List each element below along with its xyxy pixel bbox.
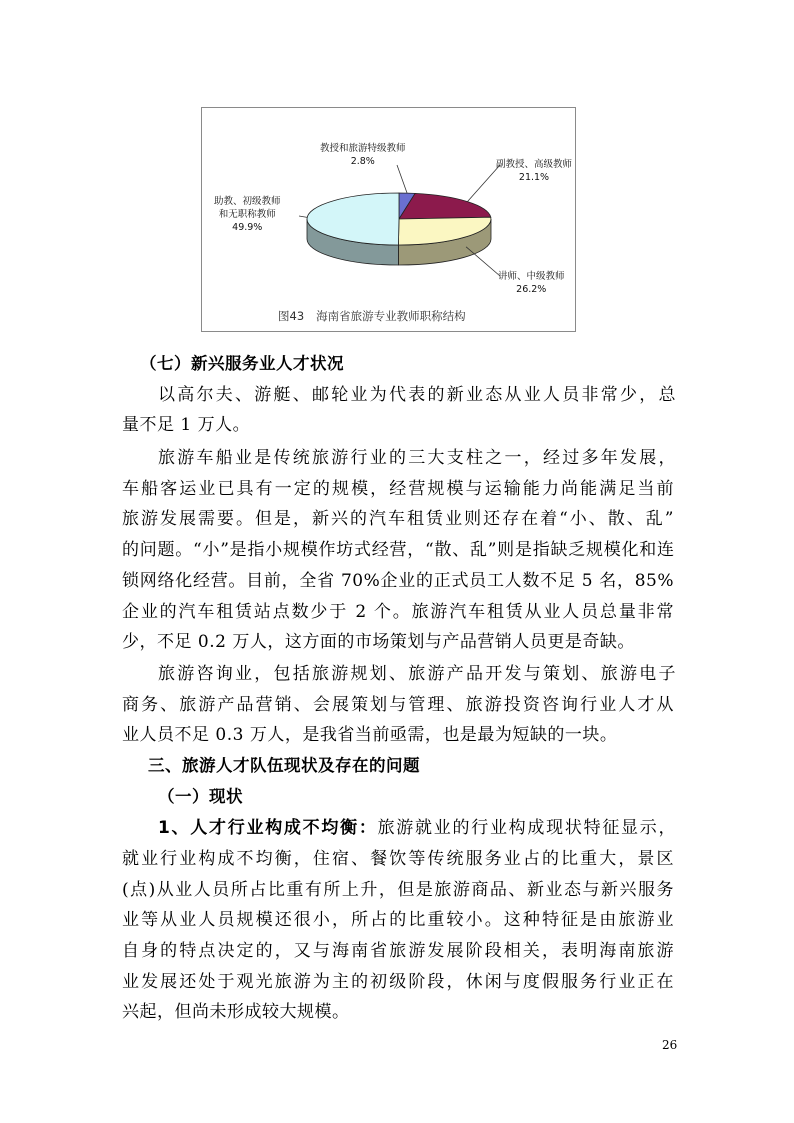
leader-line-3 (299, 216, 307, 217)
pie-slice-1 (399, 193, 491, 219)
leader-line-0 (397, 165, 407, 193)
label-assistant (214, 195, 281, 234)
label-associate-name: 副教授、高级教师 (496, 159, 573, 170)
label-lecturer (498, 270, 565, 296)
text-line: 量不足 1 万人。 (122, 415, 251, 435)
text-line (158, 818, 676, 838)
text-line: 商务、旅游产品营销、会展策划与管理、旅游投资咨询行业人才从 (122, 695, 674, 715)
label-associate-value: 21.1% (518, 172, 550, 183)
text-line: 以高尔夫、游艇、邮轮业为代表的新业态从业人员非常少，总 (158, 385, 676, 405)
text-line: 就业行业构成不均衡，住宿、餐饮等传统服务业占的比重大，景区 (122, 849, 674, 869)
label-assistant-name-1: 助教、初级教师 (214, 196, 281, 207)
leader-line-2 (466, 247, 500, 276)
label-professor-value: 2.8% (350, 156, 375, 167)
text-line: 业等从业人员规模还很小，所占的比重较小。这种特征是由旅游业 (122, 910, 674, 930)
text-line: 业人员不足 0.3 万人，是我省当前亟需，也是最为短缺的一块。 (122, 725, 618, 745)
label-assistant-name-2: 和无职称教师 (218, 209, 276, 220)
inline-bold-heading: 1、人才行业构成不均衡： (158, 818, 378, 838)
label-lecturer-name: 讲师、中级教师 (498, 271, 565, 282)
text-line: 锁网络化经营。目前，全省 70%企业的正式员工人数不足 5 名，85% (122, 571, 674, 591)
label-professor-name: 教授和旅游特级教师 (320, 143, 406, 154)
text-line: 企业的汽车租赁站点数少于 2 个。旅游汽车租赁从业人员总量非常 (122, 602, 674, 622)
text-line: 兴起，但尚未形成较大规模。 (122, 1002, 350, 1022)
page-number: 26 (662, 1038, 678, 1052)
label-lecturer-value: 26.2% (516, 284, 547, 295)
pie-chart-figure (201, 107, 576, 332)
caption-title: 海南省旅游专业教师职称结构 (316, 309, 466, 323)
section-heading-3: 三、旅游人才队伍现状及存在的问题 (148, 756, 420, 775)
text-line: 旅游发展需要。但是，新兴的汽车租赁业则还存在着“小、散、乱” (122, 509, 674, 529)
inline-text: 旅游就业的行业构成现状特征显示， (377, 818, 677, 838)
text-line: (点)从业人员所占比重有所上升，但是旅游商品、新业态与新兴服务 (122, 880, 674, 900)
text-line: 业发展还处于观光旅游为主的初级阶段，休闲与度假服务行业正在 (122, 972, 674, 992)
label-professor (320, 142, 406, 168)
text-line: 旅游车船业是传统旅游行业的三大支柱之一，经过多年发展， (158, 448, 676, 468)
caption-number: 图43 (278, 309, 305, 323)
label-associate (496, 158, 572, 184)
section-heading-7: （七）新兴服务业人才状况 (140, 354, 344, 373)
text-line: 车船客运业已具有一定的规模，经营规模与运输能力尚能满足当前 (122, 479, 674, 499)
text-line: 旅游咨询业，包括旅游规划、旅游产品开发与策划、旅游电子 (158, 664, 676, 684)
text-line: 少，不足 0.2 万人，这方面的市场策划与产品营销人员更是奇缺。 (122, 632, 635, 652)
text-line: 的问题。“小”是指小规模作坊式经营，“散、乱”则是指缺乏规模化和连 (122, 540, 674, 560)
figure-caption (278, 308, 466, 324)
subsection-heading-1: （一）现状 (158, 787, 243, 806)
text-line: 自身的特点决定的，又与海南省旅游发展阶段相关，表明海南旅游 (122, 941, 674, 961)
label-assistant-value: 49.9% (232, 222, 263, 233)
